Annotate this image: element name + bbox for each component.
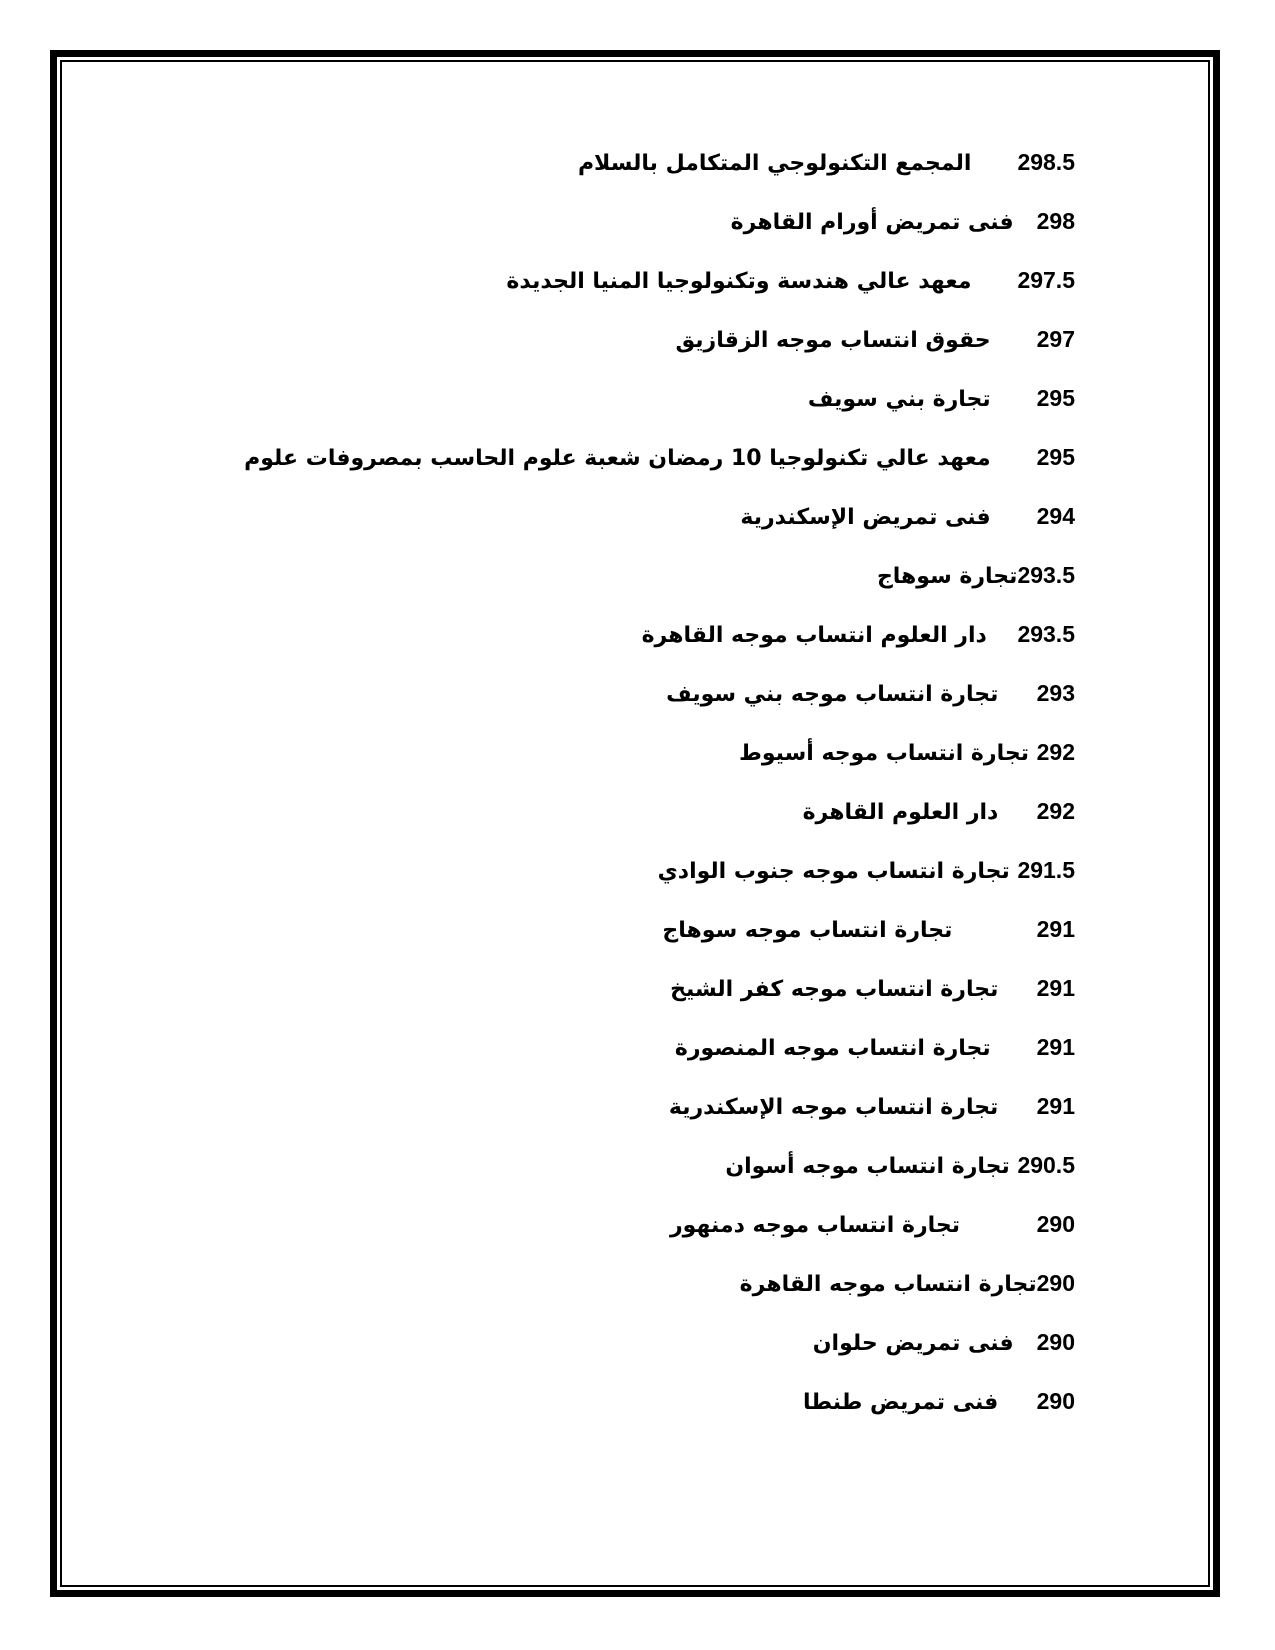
institution-name: معهد عالي هندسة وتكنولوجيا المنيا الجديدة — [506, 269, 972, 294]
institution-name: فنى تمريض أورام القاهرة — [730, 210, 1014, 235]
list-item — [175, 614, 1075, 673]
list-item — [175, 319, 1075, 378]
list-item — [175, 1381, 1075, 1440]
spacer — [1014, 210, 1037, 235]
list-item — [175, 260, 1075, 319]
institution-name: تجارة انتساب موجه أسيوط — [739, 741, 1029, 766]
list-item — [175, 850, 1075, 909]
score-value: 293 — [1036, 680, 1075, 706]
list-item — [175, 1086, 1075, 1145]
score-value: 297 — [1036, 326, 1075, 352]
score-value: 292 — [1036, 739, 1075, 765]
score-value: 297.5 — [1017, 267, 1075, 293]
institution-name: تجارة بني سويف — [807, 387, 991, 412]
list-item — [175, 201, 1075, 260]
score-value: 295 — [1036, 444, 1075, 470]
list-item — [175, 732, 1075, 791]
institution-name: تجارة انتساب موجه كفر الشيخ — [670, 977, 999, 1002]
list-item — [175, 791, 1075, 850]
list-item — [175, 1322, 1075, 1381]
institution-name: تجارة انتساب موجه سوهاج — [662, 918, 953, 943]
institution-name: تجارة انتساب موجه الإسكندرية — [668, 1095, 999, 1120]
list-item — [175, 378, 1075, 437]
spacer — [998, 682, 1036, 707]
spacer — [991, 328, 1037, 353]
score-value: 290.5 — [1017, 1152, 1075, 1178]
list-item — [175, 555, 1075, 614]
score-value: 298.5 — [1017, 149, 1075, 175]
score-value: 298 — [1036, 208, 1075, 234]
spacer — [960, 1213, 1037, 1238]
spacer — [971, 269, 1017, 294]
institution-name: فنى تمريض طنطا — [803, 1390, 999, 1415]
score-value: 295 — [1036, 385, 1075, 411]
institution-name: تجارة سوهاج — [876, 564, 1018, 589]
institution-name: حقوق انتساب موجه الزقازيق — [675, 328, 991, 353]
score-value: 294 — [1036, 503, 1075, 529]
list-item — [175, 909, 1075, 968]
list-item — [175, 142, 1075, 201]
spacer — [998, 977, 1036, 1002]
list-item — [175, 968, 1075, 1027]
institution-name: فنى تمريض الإسكندرية — [740, 505, 991, 530]
list-item — [175, 437, 1075, 496]
score-value: 291 — [1036, 916, 1075, 942]
list-item — [175, 1027, 1075, 1086]
spacer — [998, 1095, 1036, 1120]
score-value: 291 — [1036, 975, 1075, 1001]
institution-name: تجارة انتساب موجه دمنهور — [670, 1213, 961, 1238]
institution-name: فنى تمريض حلوان — [812, 1331, 1014, 1356]
score-value: 291 — [1036, 1093, 1075, 1119]
institution-name: تجارة انتساب موجه القاهرة — [739, 1272, 1037, 1297]
list-item — [175, 1204, 1075, 1263]
spacer — [998, 1390, 1036, 1415]
score-list — [175, 142, 1075, 1440]
institution-name: دار العلوم انتساب موجه القاهرة — [641, 623, 987, 648]
spacer — [991, 505, 1037, 530]
spacer — [987, 623, 1018, 648]
spacer — [998, 800, 1036, 825]
score-value: 290 — [1036, 1211, 1075, 1237]
spacer — [1014, 1331, 1037, 1356]
institution-name: المجمع التكنولوجي المتكامل بالسلام — [577, 151, 972, 176]
spacer — [1029, 741, 1037, 766]
spacer — [971, 151, 1017, 176]
list-item — [175, 496, 1075, 555]
list-item — [175, 673, 1075, 732]
spacer — [991, 387, 1037, 412]
list-item — [175, 1263, 1075, 1322]
score-value: 292 — [1036, 798, 1075, 824]
score-value: 293.5 — [1017, 621, 1075, 647]
score-value: 290 — [1036, 1329, 1075, 1355]
score-value: 293.5 — [1017, 562, 1075, 588]
score-value: 290 — [1036, 1270, 1075, 1296]
institution-name: تجارة انتساب موجه المنصورة — [674, 1036, 991, 1061]
institution-name: تجارة انتساب موجه جنوب الوادي — [657, 859, 1010, 884]
institution-name: معهد عالي تكنولوجيا 10 رمضان شعبة علوم الحاسب بمصروفات علوم — [244, 446, 991, 471]
spacer — [952, 918, 1036, 943]
institution-name: دار العلوم القاهرة — [802, 800, 999, 825]
spacer — [991, 446, 1037, 471]
score-value: 290 — [1036, 1388, 1075, 1414]
score-value: 291.5 — [1017, 857, 1075, 883]
spacer — [991, 1036, 1037, 1061]
list-item — [175, 1145, 1075, 1204]
institution-name: تجارة انتساب موجه أسوان — [725, 1154, 1010, 1179]
score-value: 291 — [1036, 1034, 1075, 1060]
institution-name: تجارة انتساب موجه بني سويف — [666, 682, 999, 707]
